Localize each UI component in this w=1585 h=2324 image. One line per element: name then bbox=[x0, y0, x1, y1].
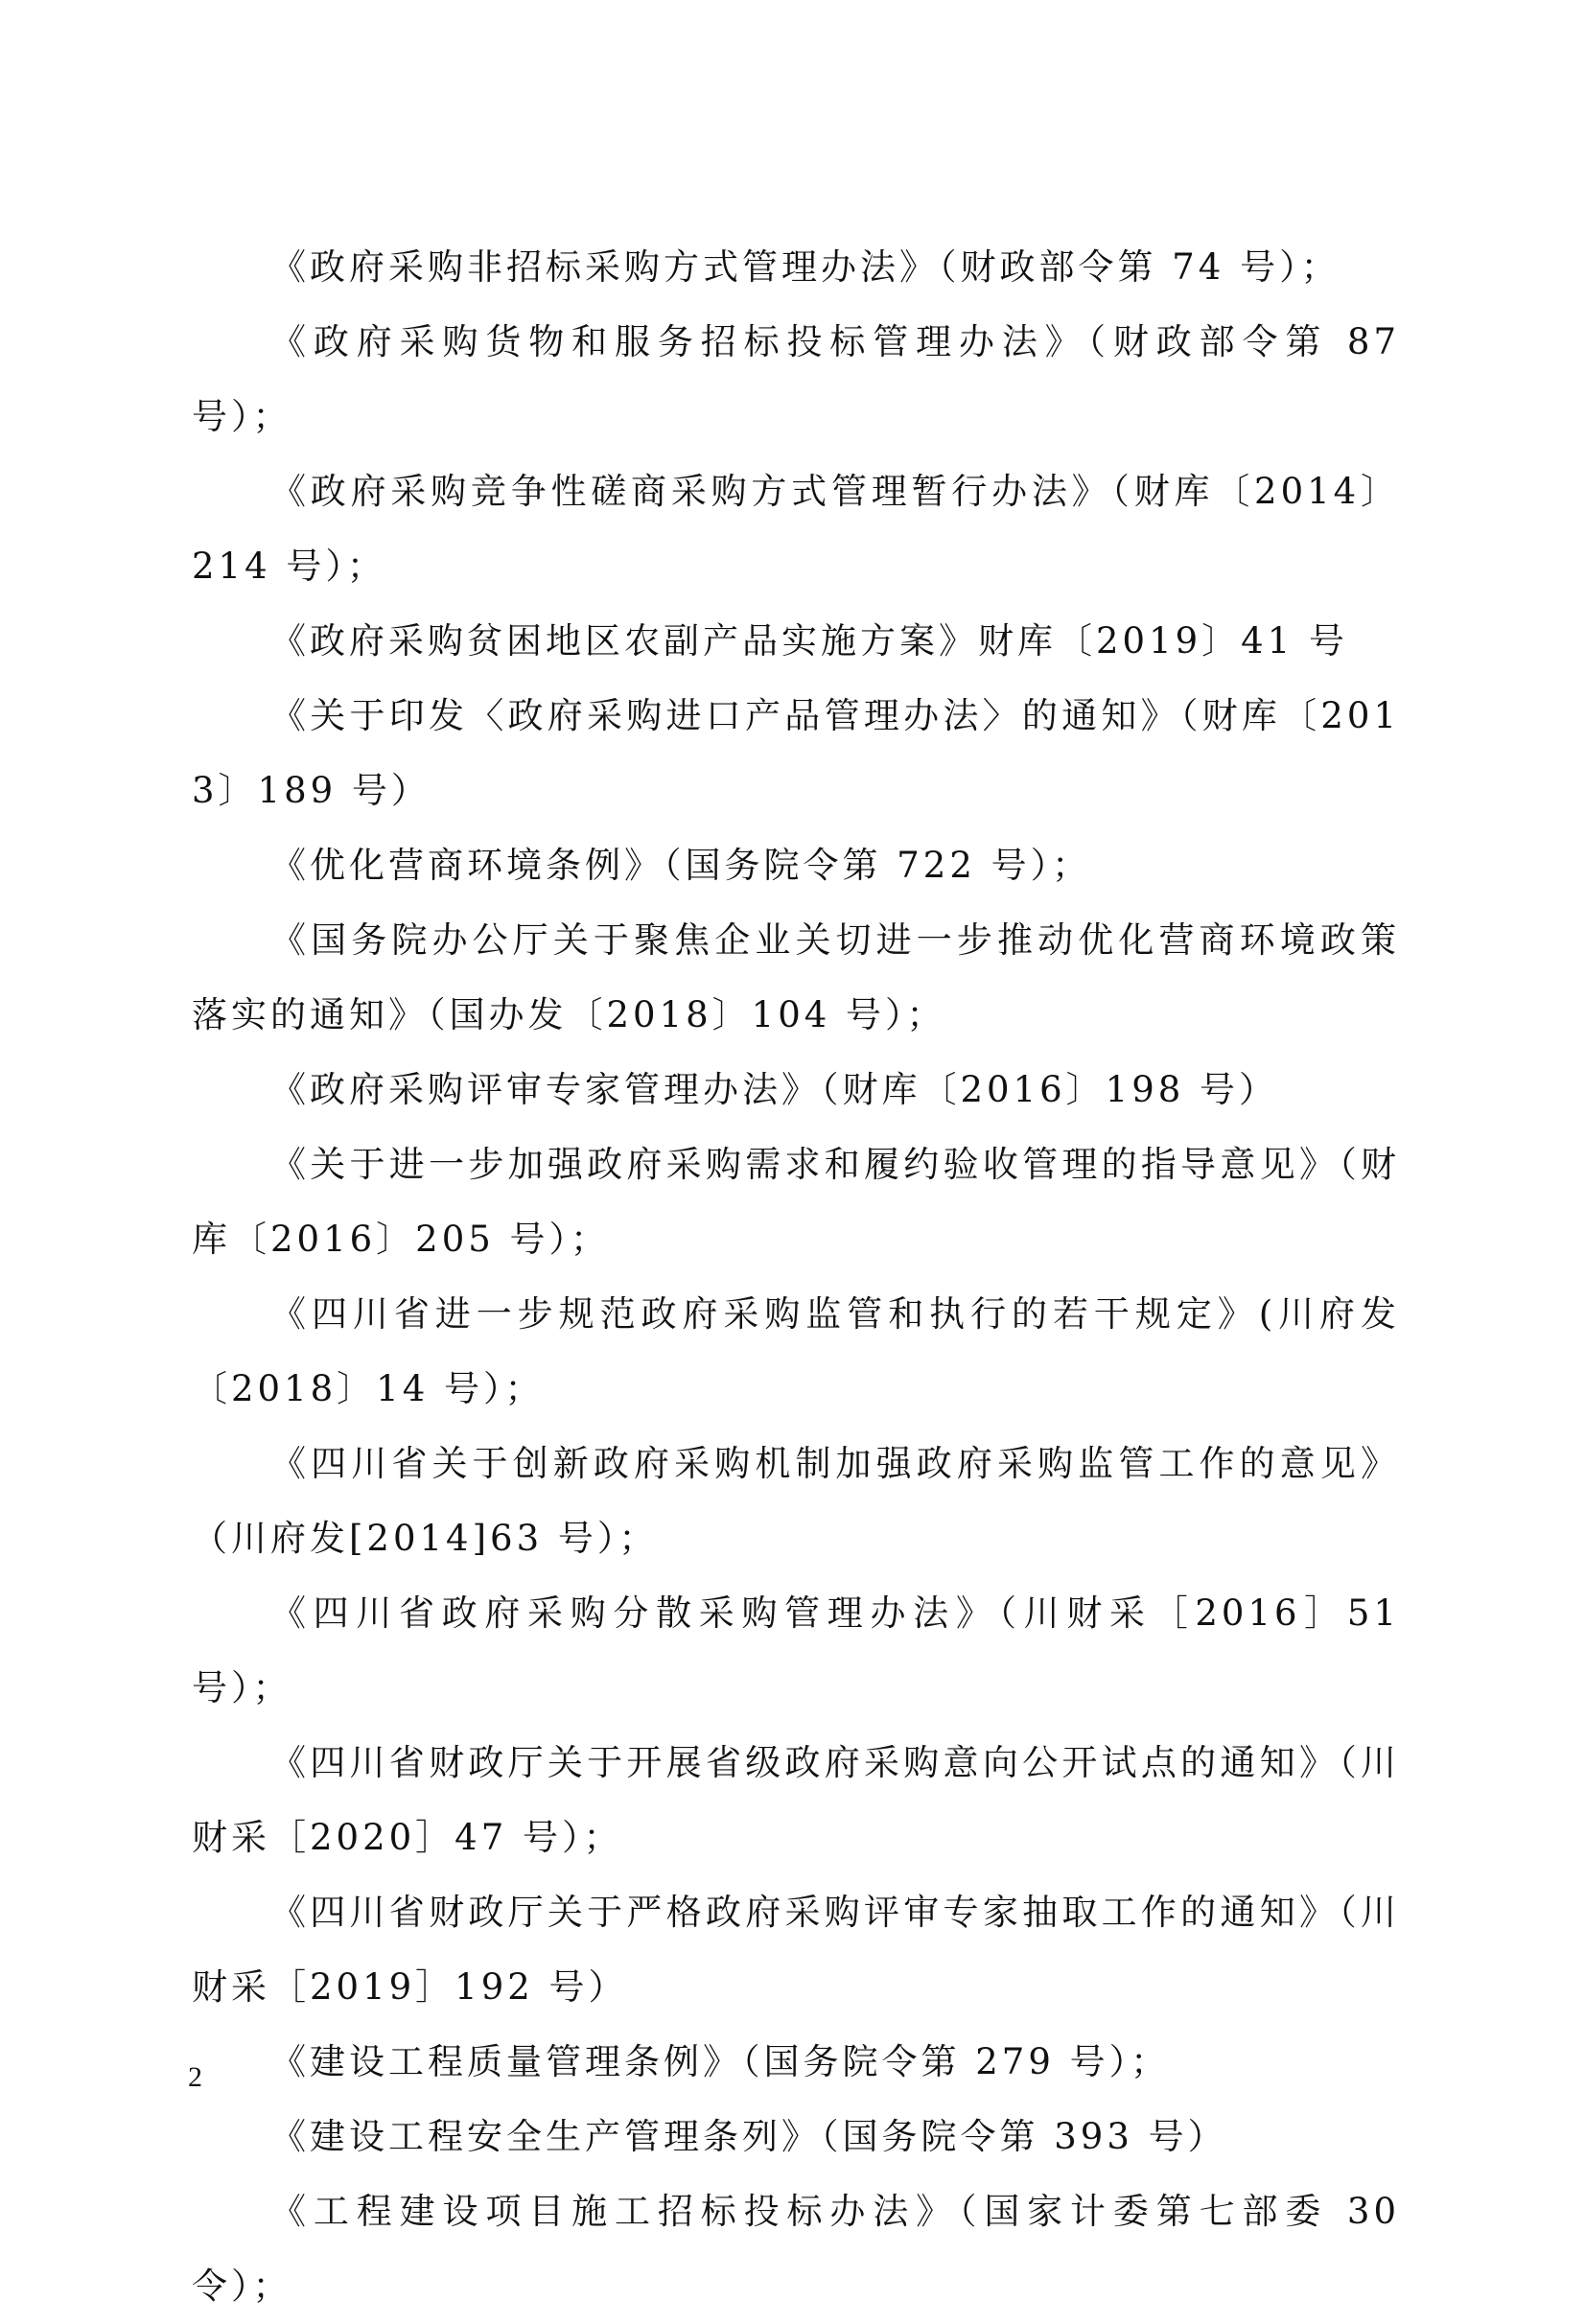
regulation-item: 《四川省政府采购分散采购管理办法》（川财采［2016］51 号）； bbox=[192, 1592, 1400, 1708]
page-number: 2 bbox=[188, 2061, 202, 2093]
regulation-item: 《建设工程安全生产管理条列》（国务院令第 393 号） bbox=[270, 2116, 1227, 2157]
regulation-item: 《政府采购竞争性磋商采购方式管理暂行办法》（财库〔2014〕214 号）； bbox=[192, 471, 1400, 587]
regulation-item: 《关于进一步加强政府采购需求和履约验收管理的指导意见》（财库〔2016〕205 号）； bbox=[192, 1144, 1400, 1260]
regulation-item: 《四川省进一步规范政府采购监管和执行的若干规定》(川府发〔2018〕14 号）； bbox=[192, 1293, 1400, 1409]
regulation-item: 《关于印发〈政府采购进口产品管理办法〉的通知》（财库〔2013〕189 号） bbox=[192, 695, 1400, 811]
regulation-item: 《优化营商环境条例》（国务院令第 722 号）； bbox=[270, 845, 1092, 886]
regulation-item: 《四川省关于创新政府采购机制加强政府采购监管工作的意见》（川府发[2014]63 号）； bbox=[192, 1443, 1400, 1559]
regulation-item: 《国务院办公厅关于聚焦企业关切进一步推动优化营商环境政策落实的通知》（国办发〔2018〕104 号）； bbox=[192, 919, 1400, 1035]
regulation-item: 《政府采购货物和服务招标投标管理办法》（财政部令第 87 号）； bbox=[192, 321, 1400, 437]
regulation-item: 《政府采购评审专家管理办法》（财库〔2016〕198 号） bbox=[270, 1069, 1279, 1110]
regulation-item: 《政府采购非招标采购方式管理办法》（财政部令第 74 号）； bbox=[270, 246, 1340, 288]
regulation-item: 《政府采购贫困地区农副产品实施方案》财库〔2019〕41 号 bbox=[270, 620, 1349, 662]
regulation-list bbox=[192, 230, 1400, 2324]
regulation-item: 《建设工程质量管理条例》（国务院令第 279 号）； bbox=[270, 2041, 1171, 2082]
regulation-item: 《工程建设项目施工招标投标办法》（国家计委第七部委 30 令）； bbox=[192, 2191, 1400, 2307]
regulation-item: 《四川省财政厅关于严格政府采购评审专家抽取工作的通知》（川财采［2019］192 号） bbox=[192, 1892, 1400, 2008]
regulation-item: 《四川省财政厅关于开展省级政府采购意向公开试点的通知》（川财采［2020］47 号）； bbox=[192, 1742, 1400, 1858]
